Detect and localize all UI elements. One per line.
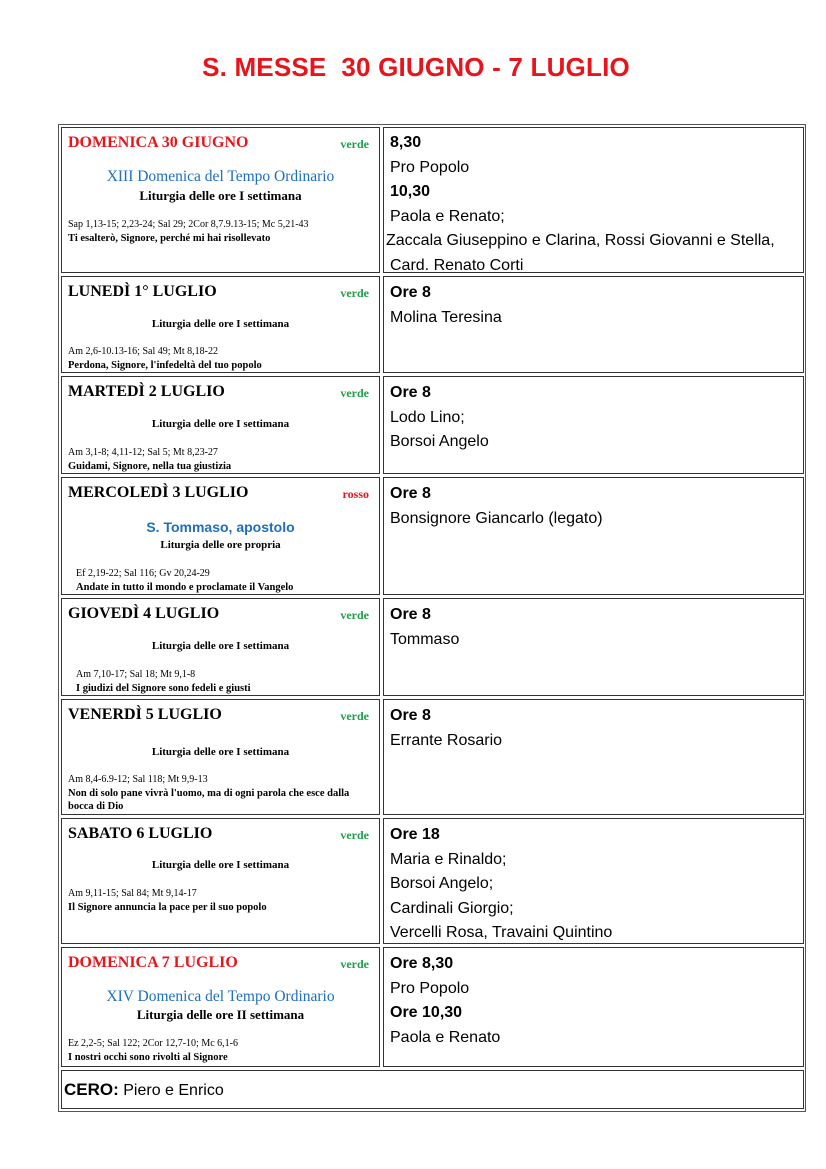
liturgical-color: verde [340,608,369,622]
day-cell-friday [61,699,380,815]
mass-time: 10,30 [390,183,431,200]
mass-intention: Molina Teresina [390,308,502,326]
day-name: DOMENICA 30 GIUGNO [68,134,249,151]
liturgical-color: verde [340,957,369,971]
day-name: LUNEDÌ 1° LUGLIO [68,283,217,300]
psalm-response: Il Signore annuncia la pace per il suo popolo [68,902,267,913]
day-name: DOMENICA 7 LUGLIO [68,954,238,971]
liturgical-color: verde [340,386,369,400]
mass-time: Ore 18 [390,826,440,843]
mass-list [390,603,459,652]
day-name: VENERDÌ 5 LUGLIO [68,706,222,723]
day-cell-monday [61,276,380,373]
psalm-response: Guidami, Signore, nella tua giustizia [68,461,232,472]
mass-intention: Errante Rosario [390,731,503,749]
liturgy-week: Liturgia delle ore I settimana [139,188,302,203]
mass-intention: Borsoi Angelo; [390,875,494,892]
mass-list [390,281,502,330]
mass-time: Ore 8 [390,485,431,502]
mass-cell-saturday [383,818,804,944]
liturgy-week: Liturgia delle ore I settimana [151,746,290,758]
readings: Sap 1,13-15; 2,23-24; Sal 29; 2Cor 8,7.9.13-15; Mc 5,21-43 [68,219,309,230]
liturgy-week: Liturgia delle ore propria [160,539,281,551]
mass-intention: Pro Popolo [390,158,470,176]
readings: Ez 2,2-5; Sal 122; 2Cor 12,7-10; Mc 6,1-6 [68,1038,238,1049]
mass-cell-sunday-30 [383,127,804,273]
liturgical-color: verde [340,709,369,723]
psalm-response: Ti esalterò, Signore, perché mi hai risollevato [68,233,271,244]
psalm-response: Andate in tutto il mondo e proclamate il Vangelo [76,582,294,593]
feast-name: XIII Domenica del Tempo Ordinario [106,168,335,185]
psalm-response: I giudizi del Signore sono fedeli e giusti [76,683,251,694]
day-cell-tuesday [61,376,380,474]
liturgical-color: rosso [342,487,369,501]
readings: Am 9,11-15; Sal 84; Mt 9,14-17 [68,888,197,899]
mass-time: Ore 10,30 [390,1004,463,1021]
day-name: SABATO 6 LUGLIO [68,825,213,842]
day-cell-sunday-30 [61,127,380,273]
liturgy-week: Liturgia delle ore I settimana [151,859,290,871]
mass-intention: Paola e Renato; [390,207,505,225]
mass-time: 8,30 [390,134,422,151]
mass-intention: Bonsignore Giancarlo (legato) [390,509,603,527]
mass-time: Ore 8 [390,707,431,724]
mass-time: Ore 8 [390,384,431,401]
mass-intention: Lodo Lino; [390,408,465,426]
feast-name: XIV Domenica del Tempo Ordinario [106,988,335,1005]
day-name: MARTEDÌ 2 LUGLIO [68,383,225,400]
mass-intention: Tommaso [390,630,460,648]
mass-intention: Maria e Rinaldo; [390,850,507,868]
liturgical-color: verde [340,828,369,842]
mass-intention: Cardinali Giorgio; [390,899,514,917]
mass-list [390,952,500,1050]
liturgical-color: verde [340,137,369,151]
mass-list [386,131,775,278]
liturgy-week: Liturgia delle ore I settimana [151,640,290,652]
day-cell-wednesday [61,477,380,595]
mass-intention: Vercelli Rosa, Travaini Quintino [390,924,613,941]
mass-list [390,482,603,531]
day-name: MERCOLEDÌ 3 LUGLIO [68,484,249,501]
liturgical-color: verde [340,286,369,300]
day-cell-sunday-7 [61,947,380,1067]
mass-list [390,704,502,753]
liturgy-week: Liturgia delle ore I settimana [151,318,290,330]
mass-cell-sunday-7 [383,947,804,1067]
mass-time: Ore 8,30 [390,955,454,972]
readings: Am 3,1-8; 4,11-12; Sal 5; Mt 8,23-27 [68,447,218,458]
mass-intention: Pro Popolo [390,979,470,997]
readings: Am 7,10-17; Sal 18; Mt 9,1-8 [76,669,196,680]
cero-label: CERO: [64,1080,119,1099]
psalm-response: Perdona, Signore, l'infedeltà del tuo popolo [68,360,262,371]
cero-value: Piero e Enrico [123,1082,224,1099]
readings: Am 8,4-6.9-12; Sal 118; Mt 9,9-13 [68,774,208,785]
mass-time: Ore 8 [390,606,431,623]
mass-intention: Paola e Renato [390,1028,501,1046]
day-cell-saturday [61,818,380,944]
mass-cell-friday [383,699,804,815]
page-title: S. MESSE 30 GIUGNO - 7 LUGLIO [202,52,630,82]
mass-list [390,823,612,946]
liturgy-week: Liturgia delle ore I settimana [151,418,290,430]
readings: Am 2,6-10.13-16; Sal 49; Mt 8,18-22 [68,346,218,357]
liturgy-week: Liturgia delle ore II settimana [136,1007,305,1022]
feast-name: S. Tommaso, apostolo [146,519,295,535]
day-cell-thursday [61,598,380,696]
mass-list [390,381,489,455]
mass-cell-thursday [383,598,804,696]
psalm-response: Non di solo pane vivrà l'uomo, ma di ogni parola che esce dalla bocca di Dio [68,788,350,812]
mass-cell-monday [383,276,804,373]
readings: Ef 2,19-22; Sal 116; Gv 20,24-29 [76,568,210,579]
mass-intention: Zaccala Giuseppino e Clarina, Rossi Giovanni e Stella, [386,232,775,249]
psalm-response: I nostri occhi sono rivolti al Signore [68,1052,228,1063]
mass-cell-tuesday [383,376,804,474]
mass-intention: Borsoi Angelo [390,433,489,450]
mass-time: Ore 8 [390,284,431,301]
mass-intention: Card. Renato Corti [390,256,524,274]
cero-row [61,1070,804,1109]
mass-cell-wednesday [383,477,804,595]
day-name: GIOVEDÌ 4 LUGLIO [68,605,220,622]
